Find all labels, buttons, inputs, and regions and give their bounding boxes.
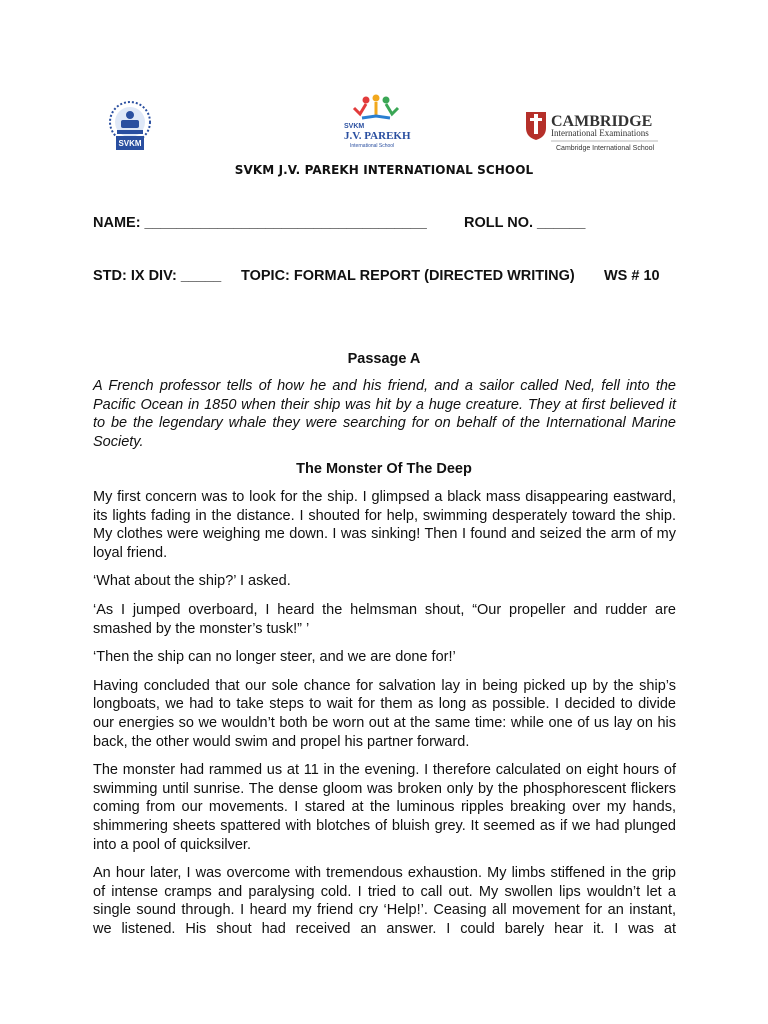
story-paragraph: Having concluded that our sole chance for salvation lay in being picked up by the ship’s longboats, we had to take steps to wait for them as long as possible. I decided to divide our energies so we wouldn’t both be worn out at the same time: while one of us lay on his back, the other would swim and propel his partner forward. <box>93 677 676 750</box>
jv-parekh-logo <box>336 94 418 154</box>
cambridge-logo-exams: International Examinations <box>551 128 649 138</box>
cambridge-logo-school: Cambridge International School <box>556 145 655 152</box>
story-paragraph: ‘Then the ship can no longer steer, and we are done for!’ <box>93 649 456 666</box>
jv-parekh-logo-subtitle: International School <box>350 143 395 149</box>
story-paragraph: ‘As I jumped overboard, I heard the helmsman shout, “Our propeller and rudder are smashed by the monster’s tusk!” ’ <box>93 601 676 637</box>
topic-label: TOPIC: FORMAL REPORT (DIRECTED WRITING) <box>241 268 575 284</box>
story-body <box>93 488 676 948</box>
cambridge-logo-title: CAMBRIDGE <box>551 113 653 130</box>
people-emblem-icon <box>336 94 418 154</box>
passage-heading: Passage A <box>347 351 421 367</box>
cambridge-logo <box>524 110 664 154</box>
worksheet-number: WS # 10 <box>604 268 660 284</box>
svkm-logo <box>106 100 154 154</box>
school-name: SVKM J.V. PAREKH INTERNATIONAL SCHOOL <box>234 163 534 177</box>
std-div-field: STD: IX DIV: _____ <box>93 268 222 284</box>
story-paragraph: An hour later, I was overcome with tremendous exhaustion. My limbs stiffened in the grip of intense cramps and paralysing cold. I tried to call out. My swollen lips wouldn’t let a single sound through. I heard my friend cry ‘Help!’. Ceasing all movement for an instant, we listened. His shout had received an answer. I could barely hear it. I was at <box>93 865 676 937</box>
story-paragraph: The monster had rammed us at 11 in the evening. I therefore calculated on eight hours of swimming until sunrise. The dense gloom was broken only by the phosphorescent flickers coming from our movements. I stared at the luminous ripples breaking over my hands, shimmering sheets spattered with blotches of bluish grey. It seemed as if we had plunged into a pool of quicksilver. <box>93 762 676 853</box>
roll-number-field: ROLL NO. ______ <box>464 215 586 231</box>
jv-parekh-logo-svkm: SVKM <box>344 123 365 130</box>
svkm-emblem-icon <box>106 100 154 154</box>
name-field: NAME: ___________________________________ <box>93 215 427 231</box>
svkm-logo-text: SVKM <box>118 139 142 148</box>
story-paragraph: My first concern was to look for the ship. I glimpsed a black mass disappearing eastward, its lights fading in the distance. I shouted for help, swimming desperately toward the ship. My clothes were weighing me down. I was sinking! Then I found and seized the arm of my loyal friend. <box>93 489 676 561</box>
crest-icon <box>524 110 664 154</box>
passage-intro: A French professor tells of how he and his friend, and a sailor called Ned, fell into the Pacific Ocean in 1850 when their ship was hit by a huge creature. They at first believed it to be the legendary whale they were searching for on behalf of the International Marine Society. <box>93 378 676 450</box>
jv-parekh-logo-name: J.V. PAREKH <box>344 130 411 142</box>
story-title: The Monster Of The Deep <box>296 461 472 477</box>
story-paragraph: ‘What about the ship?’ I asked. <box>93 573 291 590</box>
